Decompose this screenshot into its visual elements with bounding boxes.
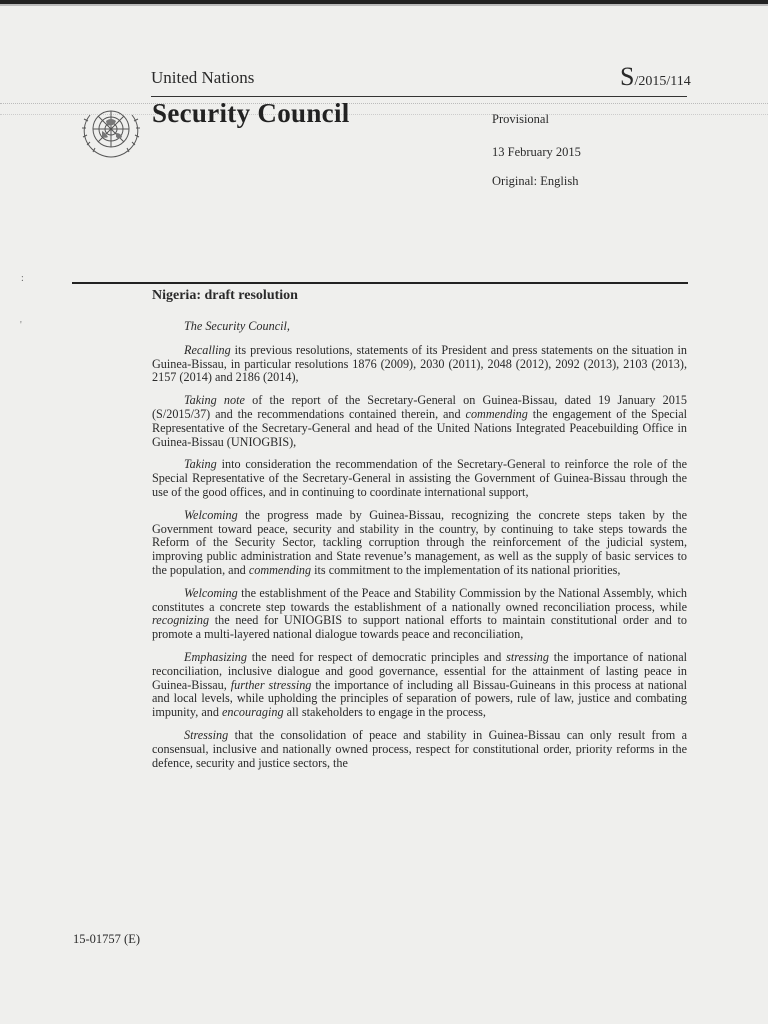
paragraph-lead: Recalling bbox=[184, 342, 231, 357]
resolution-body bbox=[152, 320, 687, 779]
paragraph-text: into consideration the recommendation of the Secretary-General to reinforce the role of the Special Representative of the Secretary-General in assisting the Government of Guinea-Bissau through the use of the good offices, and in continuing to coordinate international support, bbox=[152, 457, 687, 499]
preamble-paragraph bbox=[152, 729, 687, 770]
paragraph-text: its commitment to the implementation of its national priorities, bbox=[311, 562, 621, 577]
paragraph-emphasis: further stressing bbox=[230, 677, 312, 692]
preamble-paragraph bbox=[152, 587, 687, 642]
paragraph-text: all stakeholders to engage in the process, bbox=[283, 705, 486, 720]
document-job-number: 15-01757 (E) bbox=[73, 932, 140, 946]
preamble-paragraph bbox=[152, 344, 687, 385]
margin-mark: : bbox=[21, 273, 24, 284]
paragraph-lead: Welcoming bbox=[184, 585, 238, 600]
preamble-paragraph bbox=[152, 458, 687, 499]
document-date: 13 February 2015 bbox=[492, 145, 581, 159]
symbol-prefix: S bbox=[620, 62, 635, 91]
scan-top-shadow bbox=[0, 4, 768, 6]
preamble-paragraph bbox=[152, 509, 687, 578]
preamble-paragraph bbox=[152, 651, 687, 720]
original-language: Original: English bbox=[492, 174, 579, 188]
paragraph-lead: Welcoming bbox=[184, 507, 238, 522]
document-title: Nigeria: draft resolution bbox=[152, 288, 298, 303]
margin-mark: ' bbox=[20, 320, 22, 331]
intro-text: The Security Council, bbox=[184, 319, 290, 333]
paragraph-text: the engagement of the Special Representative of the Secretary-General and head of the United Nations Integrated Peacebuilding Office in Guinea-Bissau (UNIOGBIS), bbox=[152, 406, 687, 449]
paragraph-lead: Taking bbox=[184, 457, 217, 472]
paragraph-emphasis: commending bbox=[248, 562, 312, 577]
paragraph-text: that the consolidation of peace and stability in Guinea-Bissau can only result from a consensual, inclusive and nationally owned process, respect for constitutional order, priority reforms in the defence, security and justice sectors, the bbox=[152, 727, 687, 770]
document-symbol bbox=[620, 62, 691, 92]
paragraph-text: the need for UNIOGBIS to support national efforts to maintain constitutional order and to promote a multi-layered national dialogue towards peace and reconciliation, bbox=[152, 613, 687, 642]
paragraph-lead: Emphasizing bbox=[184, 649, 247, 664]
resolution-intro bbox=[152, 320, 687, 334]
paragraph-text: the need for respect of democratic principles and bbox=[246, 649, 507, 664]
un-emblem-icon bbox=[76, 103, 146, 161]
paragraph-text: the importance of including all Bissau-Guineans in this process at national and local levels, while upholding the principles of separation of powers, rule of law, justice and combating impunity, and bbox=[152, 677, 687, 720]
paragraph-text: the establishment of the Peace and Stability Commission by the National Assembly, which constitutes a concrete step towards the establishment of a nationally owned reconciliation process, while bbox=[152, 585, 687, 614]
paragraph-text: the importance of national reconciliation, inclusive dialogue and good governance, essential for the attainment of lasting peace in Guinea-Bissau, bbox=[152, 649, 688, 692]
distribution-status: Provisional bbox=[492, 112, 549, 126]
preamble-paragraph bbox=[152, 394, 687, 449]
title-rule bbox=[72, 282, 688, 284]
paragraph-lead: Stressing bbox=[184, 727, 229, 742]
paragraph-emphasis: recognizing bbox=[152, 613, 210, 628]
paragraph-emphasis: stressing bbox=[506, 649, 549, 664]
paragraph-emphasis: commending bbox=[465, 406, 528, 421]
paragraph-emphasis: encouraging bbox=[221, 705, 284, 720]
paragraph-text: of the report of the Secretary-General on Guinea-Bissau, dated 19 January 2015 (S/2015/37) and the recommendations contained therein, and bbox=[152, 393, 687, 421]
paragraph-lead: Taking note bbox=[184, 393, 245, 408]
council-name: Security Council bbox=[152, 98, 350, 128]
organization-name: United Nations bbox=[151, 68, 255, 87]
symbol-number: /2015/114 bbox=[634, 74, 691, 89]
header-rule bbox=[151, 96, 687, 97]
paragraph-text: the progress made by Guinea-Bissau, recognizing the concrete steps taken by the Government toward peace, security and stability in the country, by continuing to take steps towards the Reform of the Security Sector, tackling corruption through the reinforcement of the judicial system, improving public administration and State revenue’s management, as well as the supply of basic services to the population, and bbox=[152, 507, 687, 577]
paragraph-text: its previous resolutions, statements of its President and press statements on the situation in Guinea-Bissau, in particular resolutions 1876 (2009), 2030 (2011), 2048 (2012), 2092 (2013), 2103 (2013), 2157 (2014) and 2186 (2014), bbox=[152, 342, 687, 385]
